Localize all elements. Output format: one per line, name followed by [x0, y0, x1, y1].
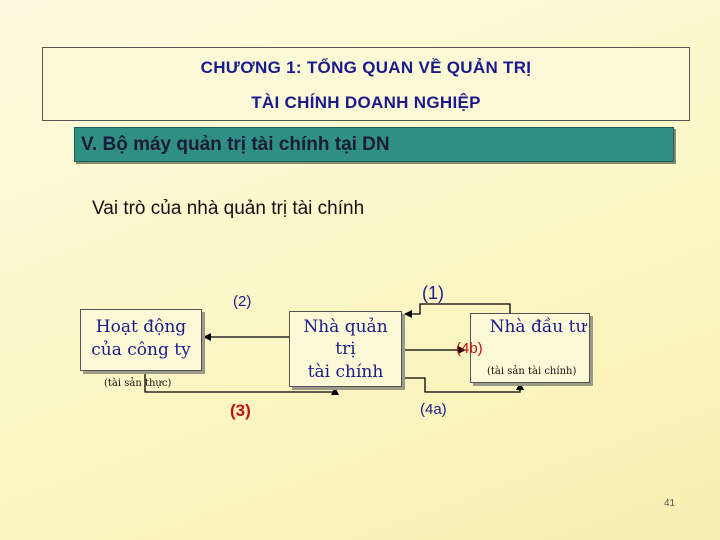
- title-line-2: TÀI CHÍNH DOANH NGHIỆP: [251, 93, 481, 112]
- financial-manager-box: [289, 311, 402, 387]
- flow-label-3: (3): [230, 401, 251, 420]
- investor-label: Nhà đầu tư: [489, 317, 587, 337]
- manager-label-line-1: Nhà quản: [303, 317, 388, 337]
- flow-label-2: (2): [233, 293, 252, 310]
- manager-label-line-3: tài chính: [307, 362, 384, 382]
- manager-label-line-2: trị: [335, 339, 356, 359]
- page-number: 41: [664, 498, 676, 509]
- title-line-1: CHƯƠNG 1: TỔNG QUAN VỀ QUẢN TRỊ: [200, 58, 532, 77]
- company-label-line-1: Hoạt động: [95, 317, 187, 337]
- flow-label-1: (1): [422, 283, 444, 303]
- investor-sublabel: (tài sản tài chính): [487, 366, 577, 377]
- flow-label-4b: (4b): [456, 340, 483, 357]
- investor-box: [470, 313, 590, 383]
- company-sublabel: (tài sản thực): [104, 378, 172, 389]
- flow-label-4a: (4a): [420, 401, 447, 418]
- diagram-subtitle: Vai trò của nhà quản trị tài chính: [92, 198, 365, 219]
- company-label-line-2: của công ty: [91, 340, 191, 360]
- company-operations-box: [80, 309, 202, 371]
- section-heading: V. Bộ máy quản trị tài chính tại DN: [81, 134, 390, 155]
